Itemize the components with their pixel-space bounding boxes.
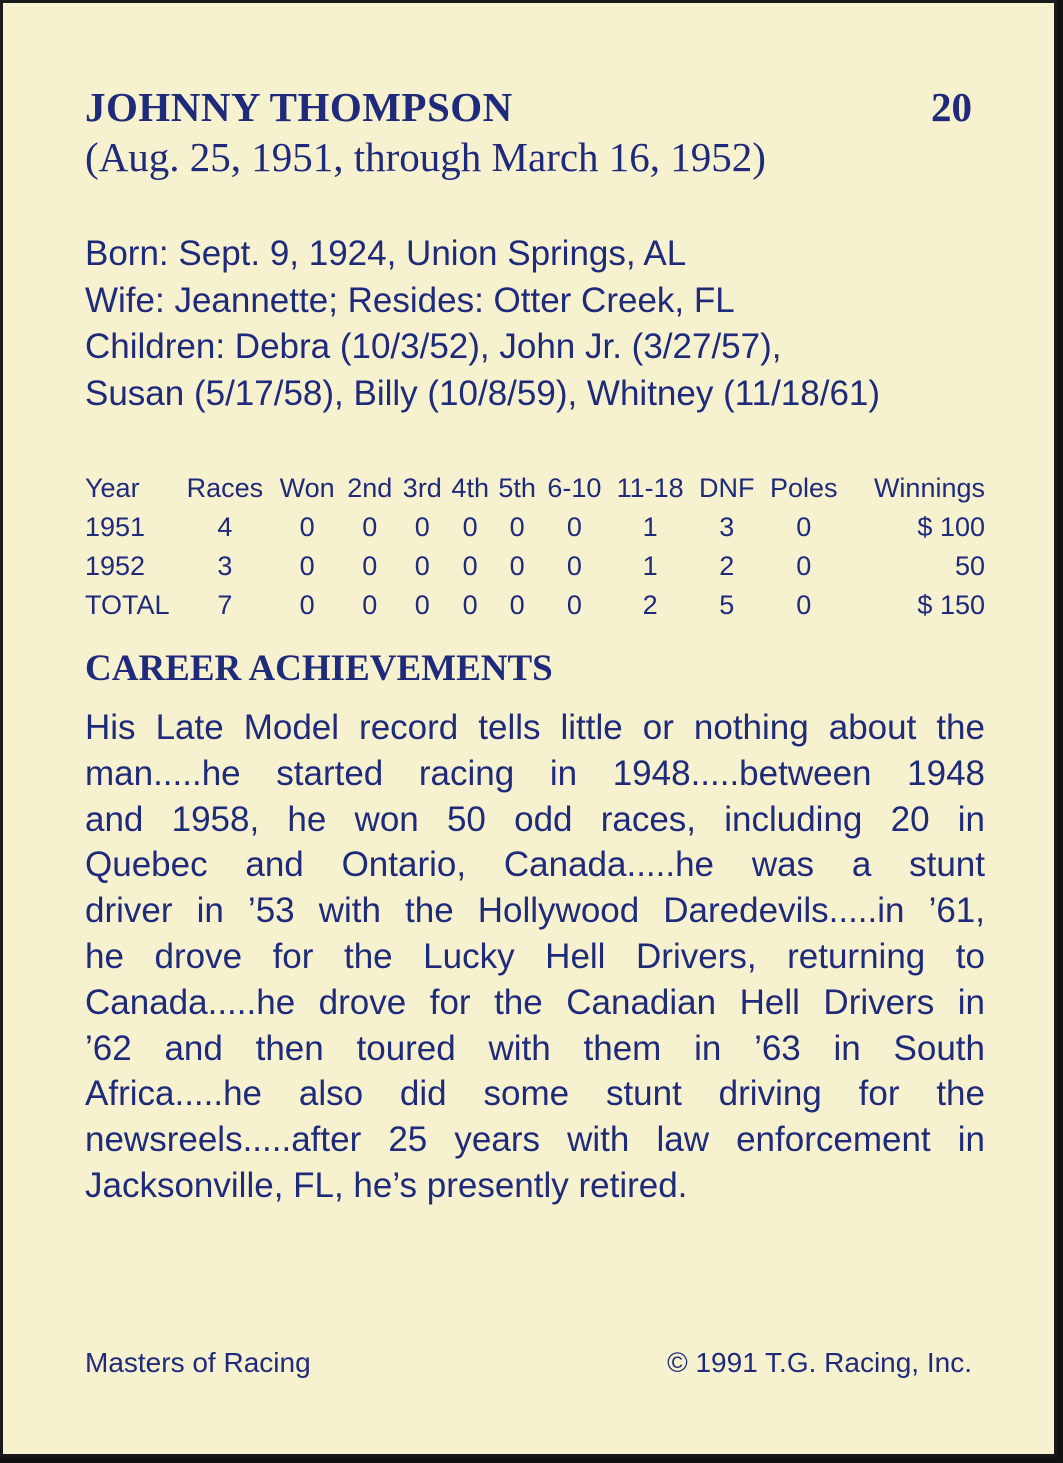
cell-4th: 0 — [462, 551, 478, 581]
column-header: 2nd — [347, 473, 393, 503]
text-line: Jacksonville, FL, he’s presently retired. — [85, 1165, 688, 1205]
column-header: 11-18 — [616, 473, 684, 503]
column-header: Winnings — [873, 473, 985, 503]
cell-races: 4 — [217, 512, 233, 542]
cell-year: 1951 — [85, 512, 146, 542]
copyright-notice: © 1991 T.G. Racing, Inc. — [667, 1347, 972, 1378]
column-header: Poles — [769, 473, 838, 503]
cell-races: 7 — [217, 590, 233, 620]
text-line: Quebec and Ontario, Canada.....he was a stunt — [85, 845, 985, 885]
cell-5th: 0 — [509, 551, 525, 581]
cell-6-10: 0 — [566, 590, 582, 620]
cell-4th: 0 — [462, 590, 478, 620]
column-header: Races — [186, 473, 264, 503]
achievements-text — [85, 705, 985, 1209]
table-row — [85, 508, 985, 547]
bio-block — [85, 231, 985, 417]
cell-winnings: 50 — [954, 551, 985, 581]
text-line: man.....he started racing in 1948.....between 1948 — [85, 753, 985, 793]
column-header: DNF — [699, 473, 755, 503]
cell-year: 1952 — [85, 551, 146, 581]
column-header: 4th — [451, 473, 489, 503]
table-row-total — [85, 586, 985, 625]
cell-2nd: 0 — [362, 590, 378, 620]
cell-5th: 0 — [509, 512, 525, 542]
stats-header-row — [85, 469, 985, 508]
cell-3rd: 0 — [414, 551, 430, 581]
cell-11-18: 1 — [642, 551, 658, 581]
cell-4th: 0 — [462, 512, 478, 542]
bio-line: Children: Debra (10/3/52), John Jr. (3/27/57), — [85, 327, 782, 366]
cell-3rd: 0 — [414, 512, 430, 542]
bio-line: Wife: Jeannette; Resides: Otter Creek, FL — [85, 280, 735, 320]
cell-poles: 0 — [796, 551, 812, 581]
cell-poles: 0 — [796, 512, 812, 542]
cell-won: 0 — [299, 551, 315, 581]
cell-6-10: 0 — [566, 551, 582, 581]
bio-line: Susan (5/17/58), Billy (10/8/59), Whitney (11/18/61) — [85, 373, 881, 413]
text-line: driver in ’53 with the Hollywood Daredevils.....in ’61, — [85, 891, 985, 931]
text-line: Canada.....he drove for the Canadian Hell Drivers in — [85, 982, 985, 1022]
cell-dnf: 2 — [719, 551, 735, 581]
text-line: newsreels.....after 25 years with law enforcement in — [85, 1120, 985, 1160]
cell-dnf: 5 — [719, 590, 735, 620]
column-header: Year — [85, 473, 140, 503]
cell-races: 3 — [217, 551, 233, 581]
cell-3rd: 0 — [414, 590, 430, 620]
driver-name: JOHNNY THOMPSON — [85, 84, 513, 130]
cell-11-18: 2 — [642, 590, 658, 620]
text-line: Africa.....he also did some stunt driving for the — [85, 1074, 985, 1114]
stats-table — [85, 469, 985, 625]
column-header: 5th — [498, 473, 536, 503]
cell-2nd: 0 — [362, 512, 378, 542]
cell-poles: 0 — [796, 590, 812, 620]
section-heading: CAREER ACHIEVEMENTS — [85, 648, 553, 689]
cell-won: 0 — [299, 512, 315, 542]
series-title: Masters of Racing — [85, 1347, 311, 1378]
cell-5th: 0 — [509, 590, 525, 620]
cell-winnings: $ 150 — [917, 590, 985, 620]
career-dates: (Aug. 25, 1951, through March 16, 1952) — [85, 134, 766, 180]
text-line: His Late Model record tells little or nothing about the — [85, 708, 985, 747]
text-line: ’62 and then toured with them in ’63 in South — [85, 1028, 985, 1068]
table-row — [85, 547, 985, 586]
column-header: 6-10 — [547, 473, 602, 503]
text-line: he drove for the Lucky Hell Drivers, returning to — [85, 936, 985, 976]
cell-2nd: 0 — [362, 551, 378, 581]
cell-6-10: 0 — [566, 512, 582, 542]
column-header: Won — [279, 473, 335, 503]
cell-11-18: 1 — [642, 512, 658, 542]
column-header: 3rd — [402, 473, 442, 503]
cell-won: 0 — [299, 590, 315, 620]
cell-winnings: $ 100 — [917, 512, 985, 542]
bio-line: Born: Sept. 9, 1924, Union Springs, AL — [85, 234, 687, 273]
cell-dnf: 3 — [719, 512, 735, 542]
card-number: 20 — [931, 84, 972, 130]
cell-year: TOTAL — [85, 590, 170, 620]
text-line: and 1958, he won 50 odd races, including 20 in — [85, 799, 985, 839]
